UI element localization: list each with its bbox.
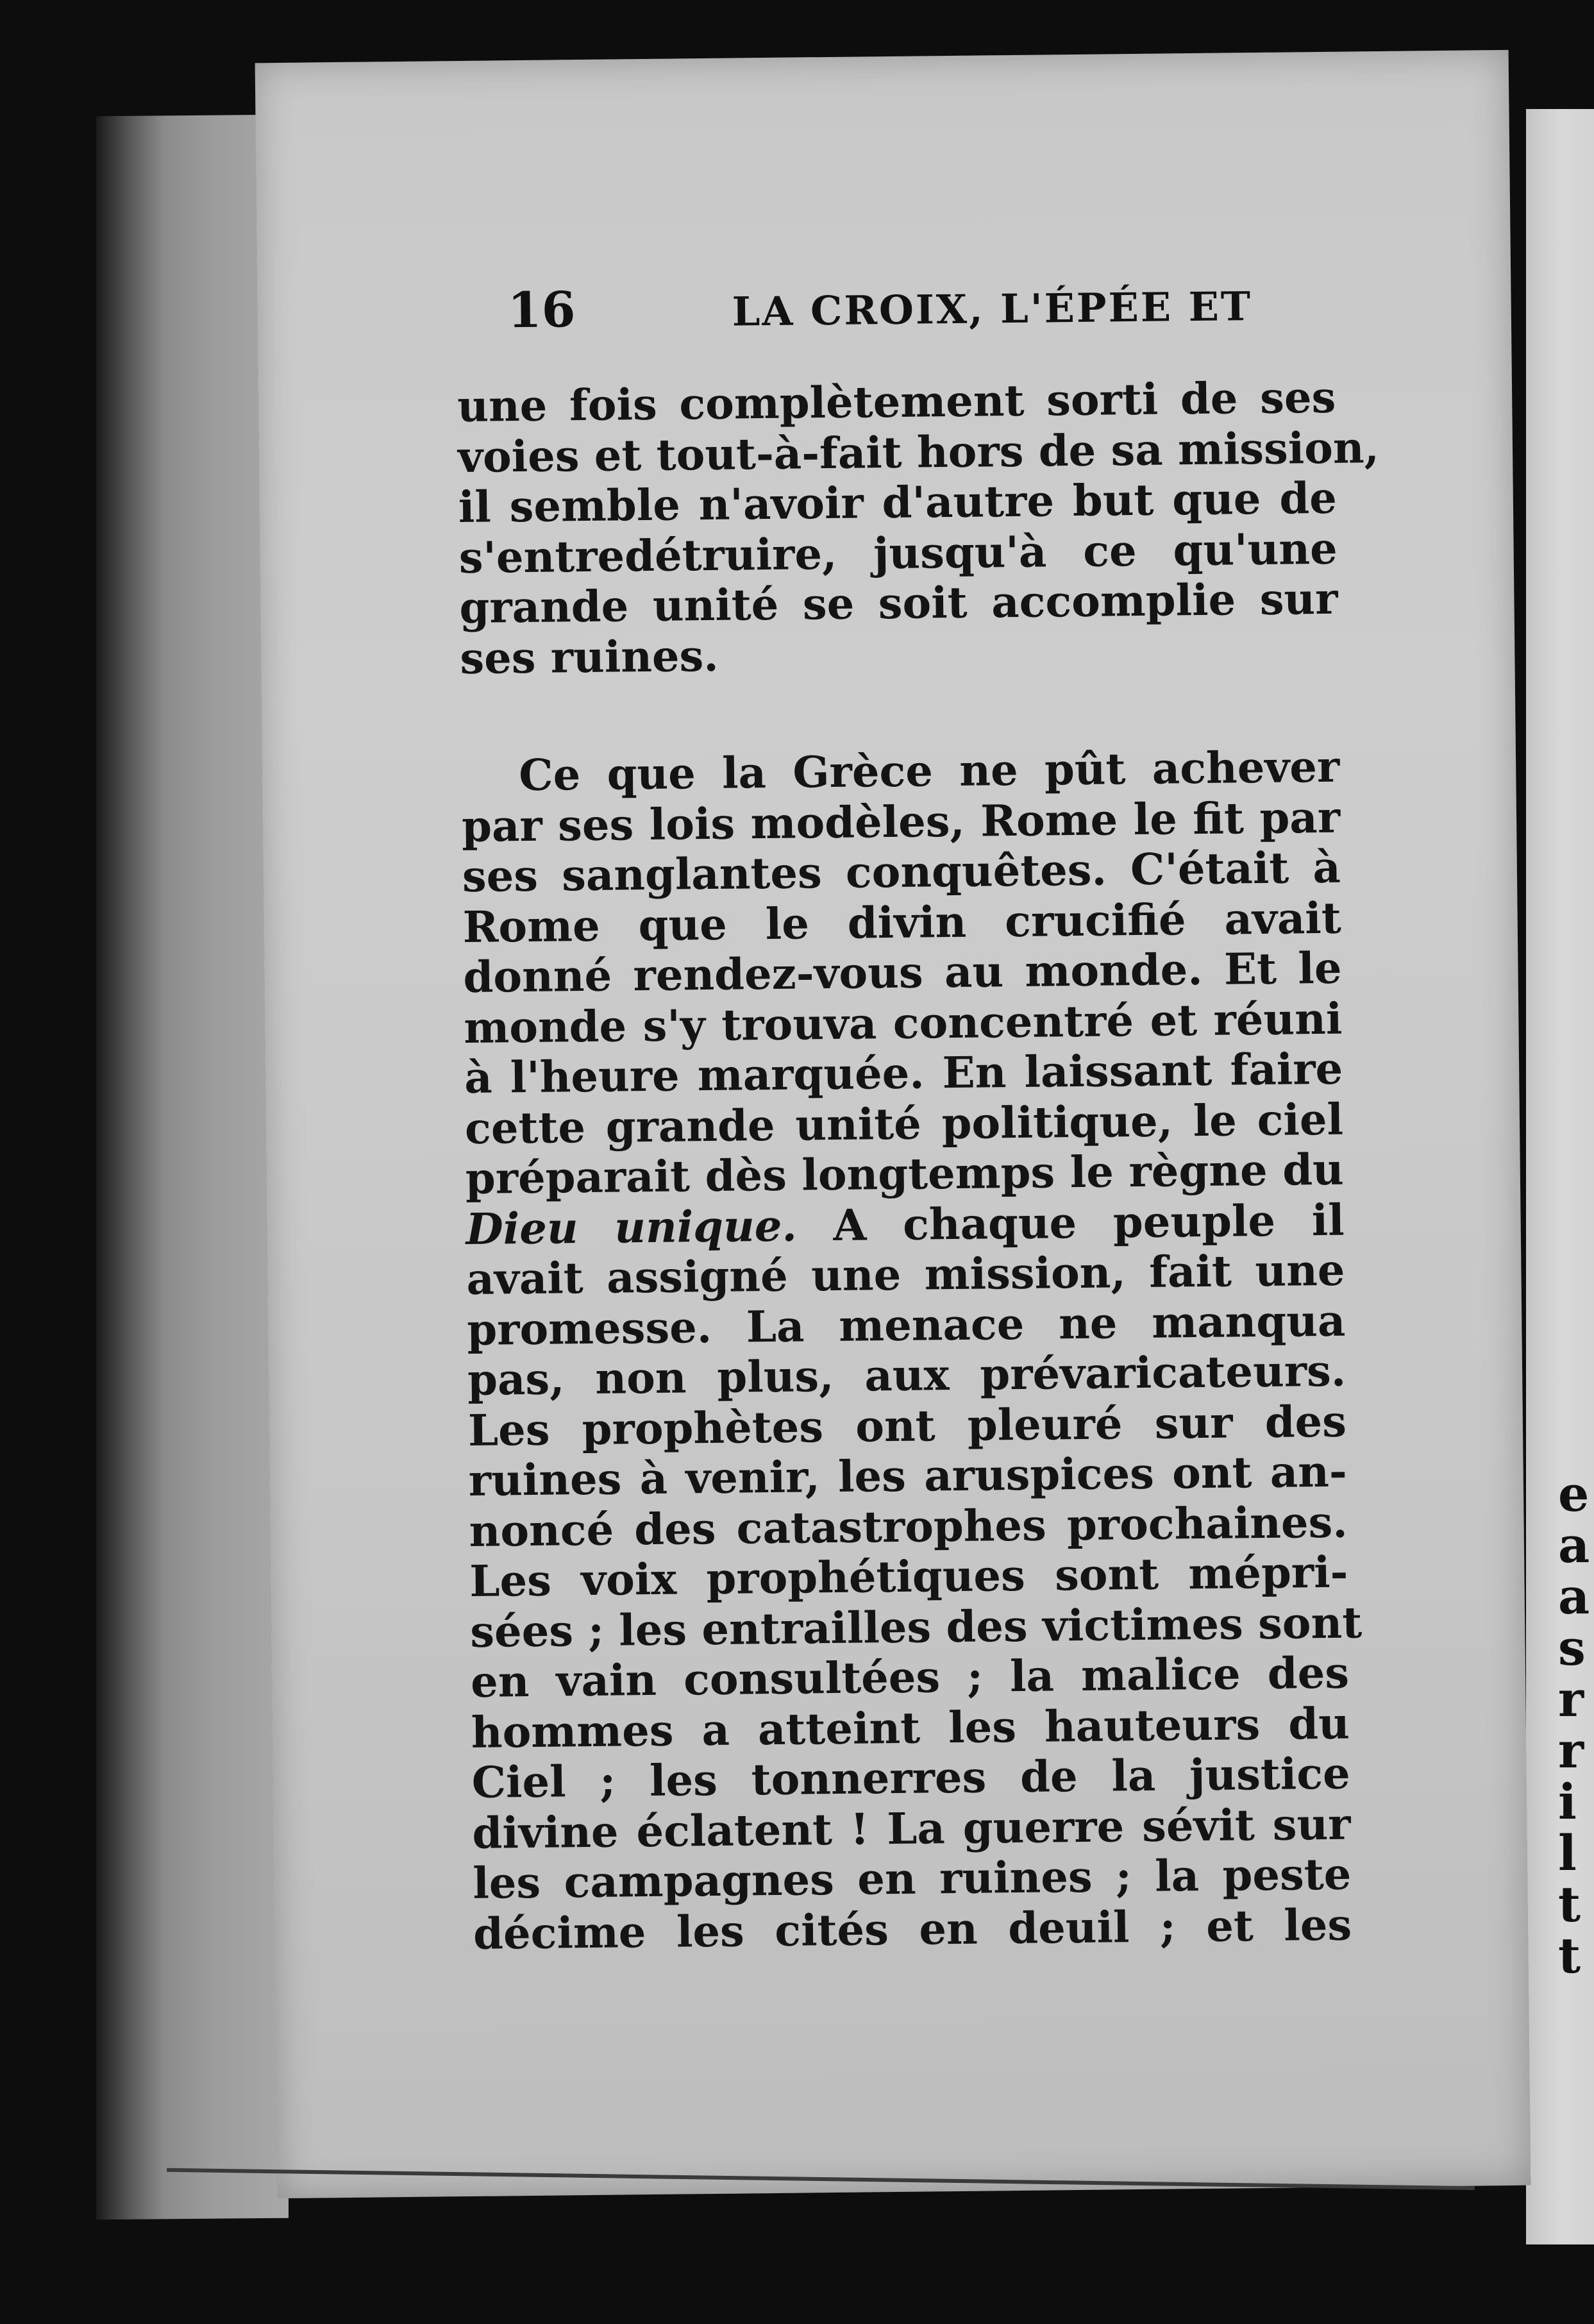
text-fragment: A chaque peuple il — [796, 1194, 1345, 1251]
text-line: grande unité se soit accomplie sur — [459, 573, 1338, 634]
text-line: monde s'y trouva concentré et réuni — [463, 993, 1343, 1053]
text-line: à l'heure marquée. En laissant faire — [464, 1043, 1343, 1103]
fragment-char: a — [1558, 1568, 1590, 1625]
text-line: noncé des catastrophes prochaines. — [469, 1496, 1348, 1556]
text-line: ses ruines. — [459, 630, 719, 684]
text-line: les campagnes en ruines ; la peste — [472, 1848, 1352, 1908]
paragraph-gap — [460, 675, 1339, 751]
text-line: divine éclatent ! La guerre sévit sur — [472, 1798, 1351, 1858]
text-line: en vain consultées ; la malice des — [470, 1647, 1350, 1707]
text-line: voies et tout-à-fait hors de sa mission, — [457, 421, 1380, 482]
fragment-char: e — [1558, 1465, 1590, 1522]
text-line: Ce que la Grèce ne pût achever — [518, 741, 1340, 801]
text-line: ses sanglantes conquêtes. C'était à — [462, 841, 1341, 902]
text-line: Les prophètes ont pleuré sur des — [467, 1395, 1347, 1456]
book-page — [255, 50, 1531, 2198]
text-line: ruines à venir, les aruspices ont an- — [468, 1445, 1348, 1506]
fragment-char: r — [1558, 1671, 1584, 1728]
text-line: donné rendez-vous au monde. Et le — [463, 942, 1342, 1003]
text-line: Rome que le divin crucifié avait — [462, 892, 1342, 952]
fragment-char: t — [1558, 1876, 1581, 1933]
text-line: s'entredétruire, jusqu'à ce qu'une — [458, 523, 1338, 583]
text-line: décime les cités en deuil ; et les — [473, 1899, 1352, 1959]
paragraph-2 — [461, 741, 1363, 1959]
fragment-char: l — [1558, 1824, 1577, 1882]
fragment-char: r — [1558, 1722, 1584, 1779]
fragment-char: s — [1558, 1619, 1586, 1676]
fragment-char: a — [1558, 1517, 1590, 1574]
fragment-char: t — [1558, 1927, 1581, 1984]
text-line: il semble n'avoir d'autre but que de — [458, 472, 1338, 533]
text-line: sées ; les entrailles des victimes sont — [469, 1596, 1363, 1657]
running-head — [507, 272, 1470, 340]
body-text — [457, 371, 1380, 1959]
text-line: hommes a atteint les hauteurs du — [471, 1697, 1350, 1758]
text-line: Ciel ; les tonnerres de la justice — [471, 1747, 1351, 1808]
text-line: pas, non plus, aux prévaricateurs. — [467, 1345, 1347, 1405]
facing-page-text-fragments — [1558, 1465, 1594, 1984]
page-number: 16 — [507, 281, 576, 339]
running-title: LA CROIX, L'ÉPÉE ET — [732, 283, 1253, 335]
text-line: cette grande unité politique, le ciel — [464, 1093, 1344, 1154]
italic-phrase: Dieu unique. — [466, 1200, 798, 1254]
text-line: une fois complètement sorti de ses — [457, 371, 1336, 432]
text-line: par ses lois modèles, Rome le fit par — [461, 791, 1341, 852]
text-line: promesse. La menace ne manqua — [466, 1295, 1346, 1355]
text-line: préparait dès longtemps le règne du — [465, 1143, 1345, 1204]
paragraph-1 — [457, 371, 1380, 684]
fragment-char: i — [1558, 1773, 1577, 1830]
text-line: Les voix prophétiques sont mépri- — [469, 1546, 1348, 1606]
text-line: avait assigné une mission, fait une — [466, 1244, 1345, 1304]
